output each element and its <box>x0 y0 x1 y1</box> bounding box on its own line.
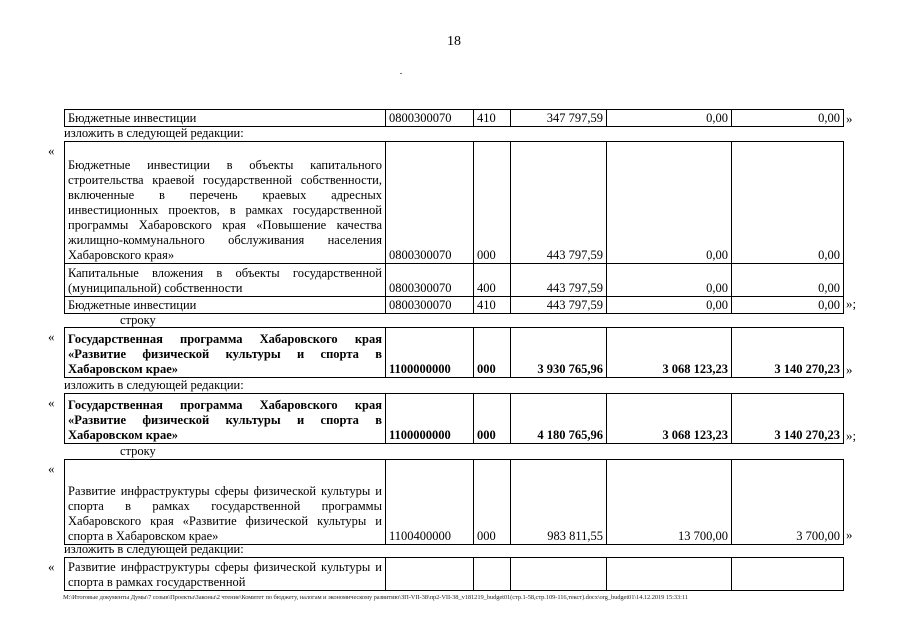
row-value-2021 <box>732 558 844 591</box>
closing-quote: » <box>846 362 853 377</box>
row-code: 0800300070 <box>386 264 474 297</box>
closing-quote-semicolon: »; <box>846 296 857 311</box>
table-row <box>65 297 844 314</box>
row-value-2020: 0,00 <box>607 297 732 314</box>
opening-quote: « <box>48 395 55 410</box>
row-value-2021: 3 140 270,23 <box>732 328 844 378</box>
opening-quote: « <box>48 143 55 158</box>
row-value-2019: 3 930 765,96 <box>511 328 607 378</box>
row-expense-type: 000 <box>474 328 511 378</box>
row-value-2020: 0,00 <box>607 142 732 264</box>
line-note: строку <box>120 444 156 458</box>
row-value-2021: 3 700,00 <box>732 460 844 545</box>
row-value-2020: 3 068 123,23 <box>607 394 732 444</box>
closing-quote: » <box>846 111 853 126</box>
row-expense-type: 400 <box>474 264 511 297</box>
row-name: Капитальные вложения в объекты государственной (муниципальной) собственности <box>65 264 386 297</box>
row-value-2021: 0,00 <box>732 264 844 297</box>
budget-table-old-infrastructure <box>64 459 844 545</box>
row-expense-type: 000 <box>474 394 511 444</box>
row-expense-type: 410 <box>474 297 511 314</box>
decorative-dot <box>400 73 402 74</box>
row-value-2021: 3 140 270,23 <box>732 394 844 444</box>
budget-table-new-infrastructure <box>64 557 844 591</box>
table-row <box>65 460 844 545</box>
row-value-2020: 0,00 <box>607 110 732 127</box>
budget-table-new-sport-program <box>64 393 844 444</box>
row-expense-type <box>474 558 511 591</box>
row-name: Развитие инфраструктуры сферы физической культуры и спорта в рамках государственной программы Хабаровского края «Развитие физической культуры и спорта в Хабаровском крае» <box>65 460 386 545</box>
row-code: 0800300070 <box>386 110 474 127</box>
opening-quote: « <box>48 329 55 344</box>
row-value-2021: 0,00 <box>732 297 844 314</box>
row-value-2021: 0,00 <box>732 142 844 264</box>
row-value-2019: 347 797,59 <box>511 110 607 127</box>
file-path-footer: M:\Итоговые документы Думы\7 созыв\Проекты\Законы\2 чтение\Комитет по бюджету, налогам и экономическому развитию\ЗП-VII-38\пр2-VII-38_v181219_budget01(стр.1-58,стр.109-116,текст).docx\org_budget01\14.12.2019 15:33:11 <box>63 594 688 601</box>
closing-quote-semicolon: »; <box>846 428 857 443</box>
row-value-2019 <box>511 558 607 591</box>
closing-quote: » <box>846 527 853 542</box>
row-expense-type: 000 <box>474 142 511 264</box>
table-row <box>65 142 844 264</box>
opening-quote: « <box>48 559 55 574</box>
restate-note: изложить в следующей редакции: <box>64 542 244 556</box>
page-number: 18 <box>447 34 461 49</box>
row-value-2019: 4 180 765,96 <box>511 394 607 444</box>
row-expense-type: 000 <box>474 460 511 545</box>
table-row <box>65 110 844 127</box>
row-value-2019: 443 797,59 <box>511 297 607 314</box>
row-value-2019: 443 797,59 <box>511 142 607 264</box>
row-code: 1100000000 <box>386 394 474 444</box>
row-expense-type: 410 <box>474 110 511 127</box>
budget-table-old-sport-program <box>64 327 844 378</box>
row-name: Государственная программа Хабаровского края «Развитие физической культуры и спорта в Хабаровском крае» <box>65 328 386 378</box>
row-value-2019: 983 811,55 <box>511 460 607 545</box>
restate-note: изложить в следующей редакции: <box>64 378 244 392</box>
table-row <box>65 328 844 378</box>
row-value-2019: 443 797,59 <box>511 264 607 297</box>
line-note: строку <box>120 313 156 327</box>
row-value-2020: 13 700,00 <box>607 460 732 545</box>
row-name: Бюджетные инвестиции <box>65 110 386 127</box>
row-name: Бюджетные инвестиции в объекты капитального строительства краевой государственной собственности, включенные в перечень краевых адресных инвестиционных проектов, в рамках государственной программы Хабаровского края «Повышение качества жилищно-коммунального обслуживания населения Хабаровского края» <box>65 142 386 264</box>
budget-table-new-investments <box>64 141 844 314</box>
row-value-2021: 0,00 <box>732 110 844 127</box>
row-code: 1100400000 <box>386 460 474 545</box>
table-row <box>65 558 844 591</box>
row-code <box>386 558 474 591</box>
table-row <box>65 264 844 297</box>
row-name: Развитие инфраструктуры сферы физической культуры и спорта в рамках государственной <box>65 558 386 591</box>
row-value-2020: 3 068 123,23 <box>607 328 732 378</box>
row-code: 0800300070 <box>386 142 474 264</box>
table-row <box>65 394 844 444</box>
row-value-2020: 0,00 <box>607 264 732 297</box>
opening-quote: « <box>48 461 55 476</box>
restate-note: изложить в следующей редакции: <box>64 126 244 140</box>
row-code: 1100000000 <box>386 328 474 378</box>
row-code: 0800300070 <box>386 297 474 314</box>
budget-table-old-investments <box>64 109 844 127</box>
row-name: Бюджетные инвестиции <box>65 297 386 314</box>
row-name: Государственная программа Хабаровского края «Развитие физической культуры и спорта в Хабаровском крае» <box>65 394 386 444</box>
row-value-2020 <box>607 558 732 591</box>
